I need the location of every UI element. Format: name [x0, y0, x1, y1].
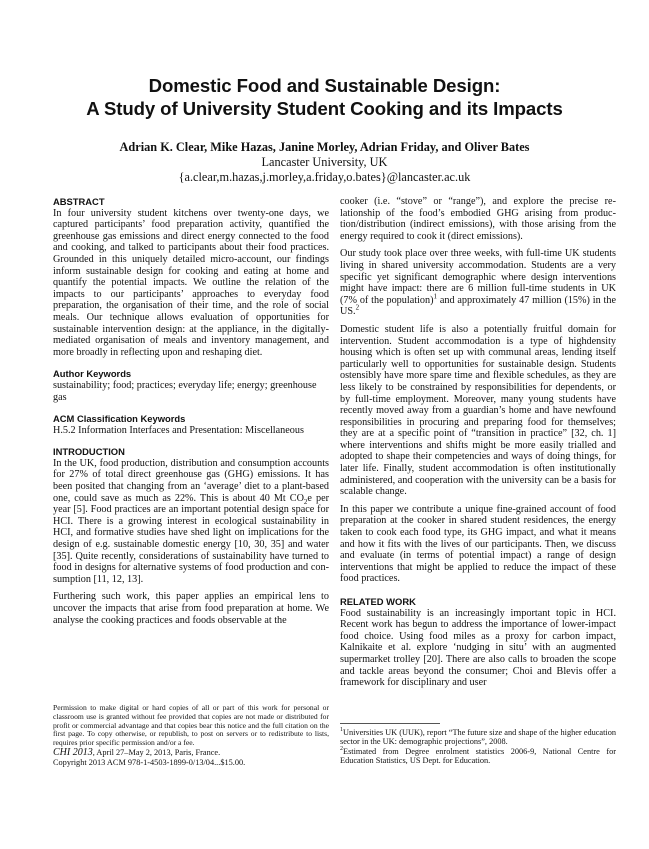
acm-keywords-text: H.5.2 Information Interfaces and Presentation: Miscellaneous [53, 424, 304, 436]
introduction-paragraph-4: Domestic student life is also a potentially fruitful domain for intervention. Student accommodation is a type of highdensity housing which is often set up with communal areas, lending itself particularly well to opportunities for sustainable design. Students ostensibly have more spare time and flexible schedules, as they are less likely to be constrained by responsibilities for dependents, or by full-time employment. Moreover, many young students have recently moved away from a guardian’s home and have newfound responsibilities in procuring and preparing food for themselves; they are at a specific point of “transition in practice” [32, ch. 1] where interventions and shifts might be more easily trialled and adopted to shape their competencies and ways of doing things, for later life. Finally, student accommodation is often institutionally administered, and cooperation with the university can be a basis for scalable change. [340, 323, 616, 498]
related-work-section [340, 596, 616, 689]
abstract-section [53, 196, 329, 358]
acm-keywords-heading: ACM Classification Keywords [53, 413, 186, 425]
footnote-1 [340, 728, 616, 747]
copyright-line: Copyright 2013 ACM 978-1-4503-1899-0/13/04...$15.00. [53, 757, 246, 767]
acm-keywords-section [53, 413, 329, 436]
author-keywords-text: sustainability; food; practices; everyday life; energy; greenhouse gas [53, 379, 317, 403]
footnote-divider [340, 723, 440, 724]
introduction-paragraph-2: Furthering such work, this paper applies an empirical lens to uncover the impacts that arise from food preparation at home. We analyse the cooking practices and foods observable at the [53, 591, 329, 626]
intro-p3-text-a: Our study took place over three weeks, with full-time UK students living in shared university accommodation. Students are a very specific yet significant demographic where design interventions might have impact: there are 6 million full-time students in UK (7% of the population) [340, 248, 616, 306]
left-column [53, 196, 329, 632]
related-work-heading: RELATED WORK [340, 596, 416, 607]
footnote-ref-2[interactable]: 2 [355, 303, 360, 312]
author-keywords-section [53, 368, 329, 403]
intro-p1-text-a: In the UK, food production, distribution and consumption accounts for 27% of total direct greenhouse gas (GHG) emissions. It has been posited that changing from an ‘average’ diet to a plant-based one, could save as much as 22%. This is about 40 Mt CO [53, 457, 329, 504]
author-block [0, 140, 649, 185]
footnotes [340, 723, 616, 766]
introduction-paragraph-3 [340, 248, 616, 318]
introduction-section [53, 446, 329, 626]
affiliation: Lancaster University, UK [261, 155, 388, 169]
permission-text: Permission to make digital or hard copies of all or part of this work for personal or classroom use is granted without fee provided that copies are not made or distributed for profit or commercial advantage and that copies bear this notice and the full citation on the first page. To copy otherwise, or republish, to post on servers or to redistribute to lists, requires prior specific permission and/or a fee. [53, 703, 329, 748]
introduction-paragraph-2-continued: cooker (i.e. “stove” or “range”), and explore the precise relationship of the food’s embodied GHG arising from production/distribution (indirect emissions), with those arising from the energy required to cook it (direct emissions). [340, 196, 616, 242]
footnote-2-mark: 2 [340, 746, 343, 753]
title-line-1: Domestic Food and Sustainable Design: [148, 75, 501, 96]
title-line-2: A Study of University Student Cooking and its Impacts [86, 98, 563, 119]
author-names: Adrian K. Clear, Mike Hazas, Janine Morley, Adrian Friday, and Oliver Bates [119, 140, 530, 154]
conference-name: CHI 2013 [53, 746, 93, 758]
intro-p1-text-b: e per year [5]. Food practices are an important potential design space for HCI. There is a growing interest in ecological sustainability in HCI, and formative studies have shed light on implications for the design of e.g. sustainable domestic energy [10, 30, 35] and water [35]. Quite recently, considerations of sustainability have turned to food in designs for alternative systems of food production and consumption [11, 12, 13]. [53, 492, 329, 585]
introduction-heading: INTRODUCTION [53, 446, 125, 458]
abstract-heading: ABSTRACT [53, 196, 105, 207]
intro-p3-text-b: and approximately 47 million (15%) in the US. [340, 294, 616, 318]
author-keywords-heading: Author Keywords [53, 368, 132, 380]
author-emails: {a.clear,m.hazas,j.morley,a.friday,o.bates}@lancaster.ac.uk [178, 170, 471, 184]
abstract-text: In four university student kitchens over twenty-one days, we captured participants’ food preparation activity, quantified the greenhouse gas emissions and direct energy connected to the food and cooking, and talked to participants about their food practices. Grounded in this uniquely detailed micro-account, our findings inform sustainable design for cooking and eating at home and quantify the potential impacts. We outline the relation of the impacts to our participants’ approaches to everyday food preparation, the organisation of their time, and the role of social meals. Our technique allows evaluation of opportunities for sustainable intervention design: at the appliance, in the digitally-mediated organisation of meals and inventory management, and more broadly in reflecting upon and reshaping diet. [53, 207, 329, 358]
footnote-1-mark: 1 [340, 727, 343, 734]
introduction-paragraph-1 [53, 458, 329, 586]
paper-title [0, 74, 649, 120]
right-column [340, 196, 616, 695]
co2-subscript: 2 [303, 497, 308, 506]
footnote-2-text: Estimated from Degree enrolment statistics 2006-9, National Centre for Education Statistics, US Dept. for Education. [340, 746, 616, 766]
introduction-paragraph-5: In this paper we contribute a unique fine-grained account of food preparation at the cooker in shared student residences, the energy taken to cook each food type, its GHG impact, and what it means and how it fits with the lives of our participants. Then, we discuss and evaluate (in terms of potential impact) a range of design interventions that might be applied to reduce the impact of these food practices. [340, 503, 616, 585]
conference-details: , April 27–May 2, 2013, Paris, France. [92, 747, 221, 757]
related-work-text: Food sustainability is an increasingly important topic in HCI. Recent work has begun to address the importance of lower-impact food choice. Using food miles as a proxy for carbon impact, Kalnikaite et al. explore ‘nudging in situ’ with an augmented supermarket trolley [20]. There are also calls to broaden the scope and tackle areas beyond the consumer; Choi and Blevis offer a framework for disciplinary and user [340, 607, 616, 689]
footnote-ref-1[interactable]: 1 [433, 292, 437, 301]
permission-notice [53, 704, 329, 768]
footnote-2 [340, 747, 616, 766]
conference-info [53, 748, 329, 758]
footnote-1-text: Universities UK (UUK), report “The future size and shape of the higher education sector in the UK: demographic projections”, 2008. [340, 728, 617, 747]
